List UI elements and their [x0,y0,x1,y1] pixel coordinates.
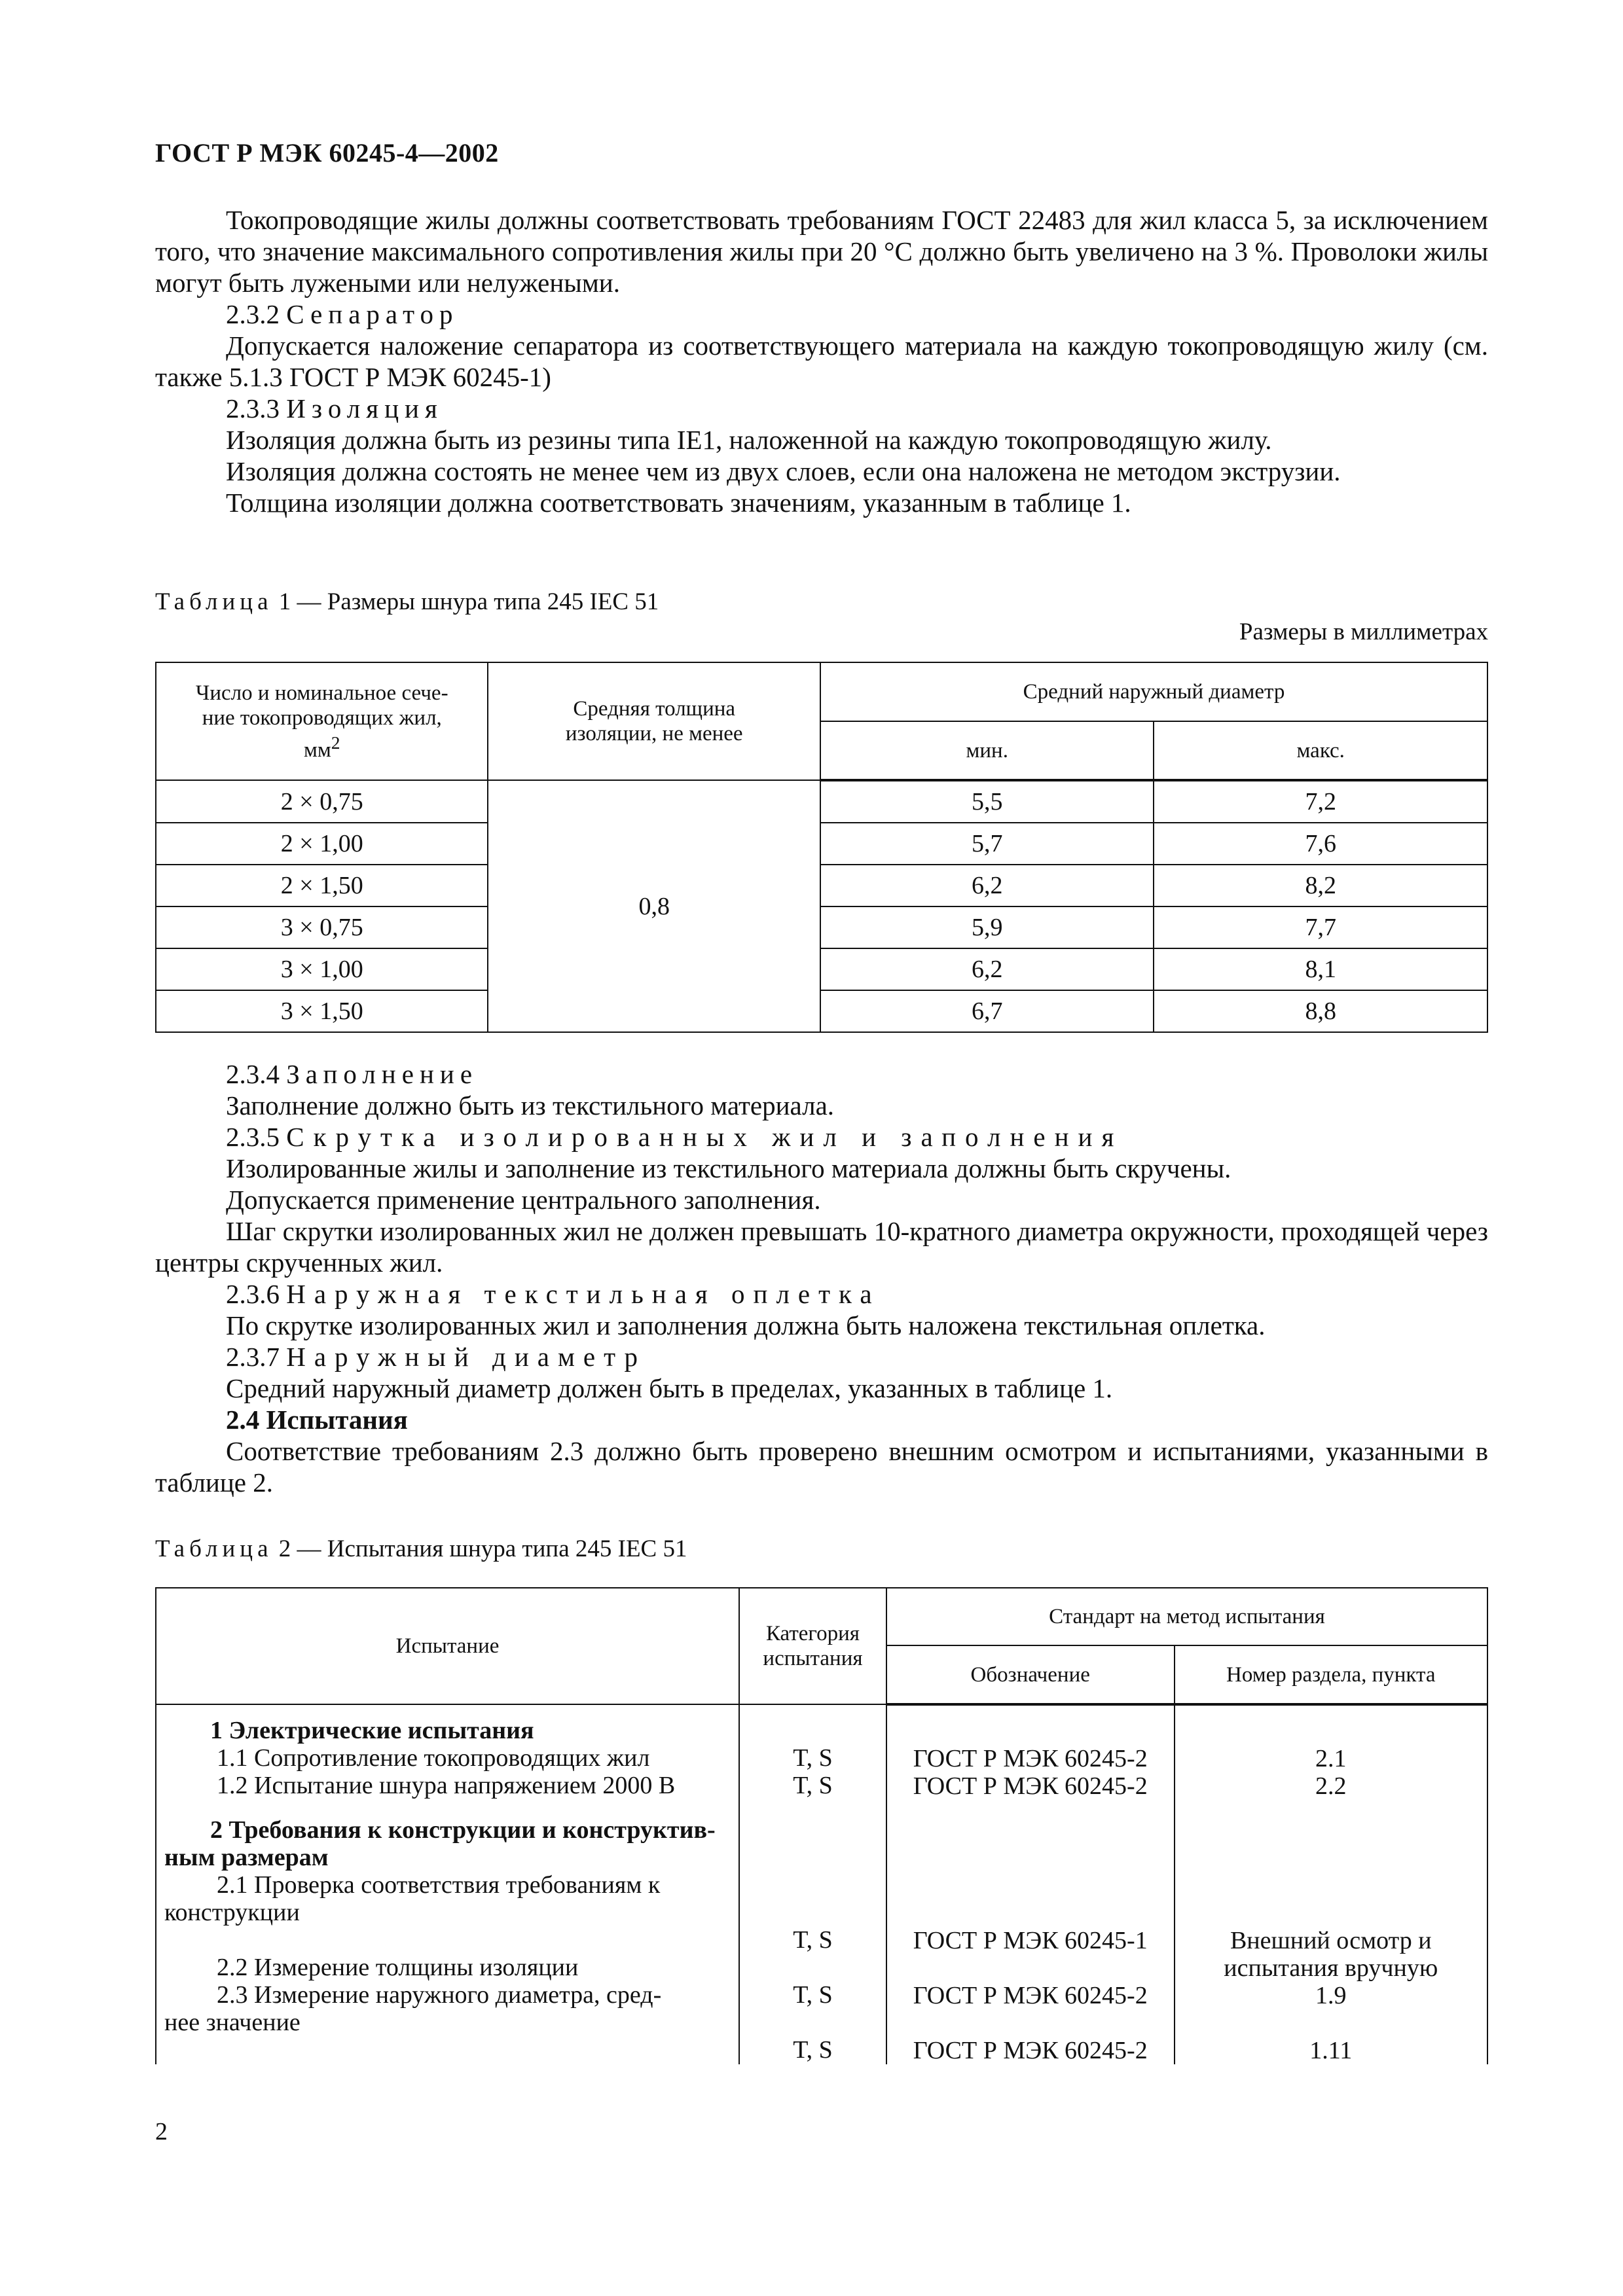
test-name: 2.2 Измерение толщины изоляции [217,1954,579,1981]
section-heading-2-3-5 [155,1121,1488,1153]
cell-category [739,1704,886,2064]
header-superscript: 2 [331,732,340,753]
paragraph: Шаг скрутки изолированных жил не должен превышать 10-кратного диаметра окружности, проходящей через центры скрученных жил. [155,1216,1489,1278]
table1-col-min-header: мин. [820,721,1154,780]
cell-section: 3 × 0,75 [156,906,488,948]
cell-clause [1175,1704,1488,2064]
header-line: изоляции, не менее [565,722,743,745]
header-line: Число и номинальное сече- [195,681,448,705]
section-number: 2.3.5 [226,1122,280,1152]
cell-max: 8,2 [1154,865,1487,906]
section-number: 2.3.2 [226,299,280,329]
section-title: Изоляция [286,393,443,423]
table2 [155,1587,1488,2064]
table-row [156,823,1487,865]
clause-value: 2.2 [1315,1772,1347,1800]
spacer [895,1954,1166,1982]
cell-section: 3 × 1,00 [156,948,488,990]
clause-value: испытания вручную [1224,1954,1438,1982]
cell-min: 5,9 [820,906,1154,948]
table2-header-row [156,1588,1487,1645]
section-number: 2.3.7 [226,1342,280,1372]
paragraph: Заполнение должно быть из текстильного материала. [226,1090,835,1121]
cell-min: 6,7 [820,990,1154,1032]
body-text-top [155,204,1488,518]
spacer [748,1954,878,1981]
cell-min: 6,2 [820,865,1154,906]
paragraph: Изолированные жилы и заполнение из текстильного материала должны быть скручены. [226,1153,1231,1183]
clause-value: 1.9 [1315,1982,1347,2009]
paragraph: Соответствие требованиям 2.3 должно быть проверено внешним осмотром и испытаниями, указанными в таблице 2. [155,1436,1488,1498]
spacer [748,2009,878,2036]
cell-min: 6,2 [820,948,1154,990]
section-heading-2-4: 2.4 Испытания [226,1405,408,1435]
category-value: T, S [793,2036,833,2064]
page-number: 2 [155,2118,168,2145]
standard-value: ГОСТ Р МЭК 60245-2 [913,1772,1148,1800]
clause-value: 2.1 [1315,1745,1347,1772]
test-name: 2.1 Проверка соответствия требованиям к [217,1871,661,1899]
spacer [748,1799,878,1926]
header-unit: мм [303,738,331,762]
paragraph: Толщина изоляции должна соответствовать значениям, указанным в таблице 1. [226,488,1131,518]
header-line: испытания [763,1647,863,1670]
table2-col-standard-header: Стандарт на метод испытания [886,1588,1487,1645]
table1-col-diameter-header: Средний наружный диаметр [820,662,1487,721]
table2-caption [155,1535,687,1563]
table2-col-category-header [739,1588,886,1704]
table1-units: Размеры в миллиметрах [1239,619,1488,645]
test-name: 1.1 Сопротивление токопроводящих жил [217,1744,650,1772]
standard-value: ГОСТ Р МЭК 60245-1 [913,1927,1148,1954]
table2-col-clause-header: Номер раздела, пункта [1175,1645,1488,1704]
table1-caption [155,588,659,616]
category-value: T, S [793,1744,833,1772]
group-title: ным размерам [164,1844,329,1871]
table1 [155,662,1488,1033]
cell-section: 2 × 1,00 [156,823,488,865]
section-heading-2-3-3 [155,393,1488,424]
cell-designation [886,1704,1175,2064]
section-title: Заполнение [286,1059,479,1089]
clause-value: 1.11 [1309,2037,1353,2064]
clause-value: Внешний осмотр и [1230,1927,1432,1954]
section-heading-2-3-2 [155,298,1488,330]
section-title: Скрутка изолированных жил и заполнения [286,1122,1123,1152]
table-row [156,948,1487,990]
spacer [164,1926,731,1954]
section-heading-2-3-4 [155,1058,1488,1090]
spacer [748,1717,878,1744]
section-title: Наружная текстильная оплетка [286,1279,881,1309]
category-value: T, S [793,1926,833,1954]
cell-thickness: 0,8 [488,780,820,1032]
category-value: T, S [793,1981,833,2009]
group-title: 1 Электрические испытания [210,1717,534,1744]
section-number: 2.3.4 [226,1059,280,1089]
standard-value: ГОСТ Р МЭК 60245-2 [913,1982,1148,2009]
standard-value: ГОСТ Р МЭК 60245-2 [913,1745,1148,1772]
standard-value: ГОСТ Р МЭК 60245-2 [913,2037,1148,2064]
caption-text: 2 — Испытания шнура типа 245 IEC 51 [278,1535,687,1562]
section-number: 2.3.3 [226,393,280,423]
section-title: Сепаратор [286,299,459,329]
category-value: T, S [793,1772,833,1799]
test-name: 2.3 Измерение наружного диаметра, сред- [217,1981,662,2009]
test-name: 1.2 Испытание шнура напряжением 2000 В [217,1772,676,1799]
spacer [895,1717,1166,1745]
table2-col-designation-header: Обозначение [886,1645,1175,1704]
section-number: 2.3.6 [226,1279,280,1309]
cell-max: 7,2 [1154,780,1487,823]
header-line: Категория [765,1622,860,1645]
table1-col-thickness-header [488,662,820,780]
header-line: Средняя толщина [573,697,736,721]
cell-max: 8,8 [1154,990,1487,1032]
table1-col-max-header: макс. [1154,721,1487,780]
table-row [156,990,1487,1032]
caption-text: 1 — Размеры шнура типа 245 IEC 51 [278,588,659,615]
cell-max: 7,6 [1154,823,1487,865]
paragraph: Токопроводящие жилы должны соответствовать требованиям ГОСТ 22483 для жил класса 5, за исключением того, что значение максимального сопротивления жилы при 20 °С должно быть увеличено на 3 %. Проволоки жилы могут быть лужеными или нелужеными. [155,205,1488,298]
spacer [895,2009,1166,2037]
cell-max: 7,7 [1154,906,1487,948]
cell-test [156,1704,739,2064]
cell-section: 2 × 0,75 [156,780,488,823]
header-line: ние токопроводящих жил, [202,706,442,730]
paragraph: Допускается наложение сепаратора из соответствующего материала на каждую токопроводящую жилу (см. также 5.1.3 ГОСТ Р МЭК 60245-1) [155,331,1488,392]
section-heading-2-3-6 [155,1278,1488,1310]
table1-col-section-header [156,662,488,780]
table1-header-row [156,662,1487,721]
cell-max: 8,1 [1154,948,1487,990]
spacer [895,1800,1166,1927]
table-row [156,1704,1487,2064]
caption-word: Таблица [155,1535,273,1562]
body-text-middle [155,1058,1488,1498]
header-line [164,730,479,762]
table-row [156,906,1487,948]
section-heading-2-3-7 [155,1341,1488,1372]
group-title: 2 Требования к конструкции и конструктив- [210,1816,716,1844]
spacer [1183,1800,1480,1927]
cell-min: 5,5 [820,780,1154,823]
paragraph: Допускается применение центрального заполнения. [226,1185,821,1215]
cell-section: 3 × 1,50 [156,990,488,1032]
cell-section: 2 × 1,50 [156,865,488,906]
table-row [156,780,1487,823]
test-name: нее значение [164,2009,301,2036]
cell-min: 5,7 [820,823,1154,865]
spacer [1183,1717,1480,1745]
spacer [1183,2009,1480,2037]
section-title: Наружный диаметр [286,1342,647,1372]
paragraph: Изоляция должна быть из резины типа IE1, наложенной на каждую токопроводящую жилу. [226,425,1272,455]
document-header: ГОСТ Р МЭК 60245-4—2002 [155,138,499,168]
paragraph: Изоляция должна состоять не менее чем из двух слоев, если она наложена не методом экструзии. [226,456,1341,486]
table2-col-test-header: Испытание [156,1588,739,1704]
paragraph: По скрутке изолированных жил и заполнения должна быть наложена текстильная оплетка. [226,1310,1266,1340]
paragraph: Средний наружный диаметр должен быть в пределах, указанных в таблице 1. [226,1373,1113,1403]
spacer [164,1799,731,1816]
test-name: конструкции [164,1899,300,1926]
caption-word: Таблица [155,588,273,615]
table-row [156,865,1487,906]
